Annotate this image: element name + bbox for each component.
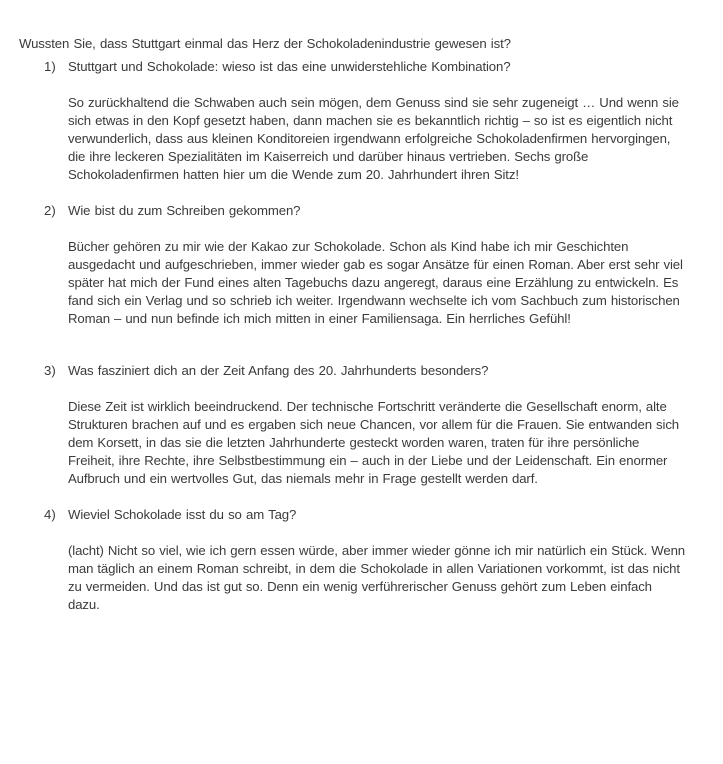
spacer [0,184,723,202]
qa-item-2 [0,202,723,328]
question-row-4 [0,506,723,524]
answer-text-2: Bücher gehören zu mir wie der Kakao zur Schokolade. Schon als Kind habe ich mir Geschichten ausgedacht und aufgeschrieben, immer wieder gab es sogar Ansätze für einen Roman. Aber erst sehr viel später hat mich der Fund eines alten Tagebuchs dazu angeregt, daraus eine Erzählung zu entwickeln. Es fand sich ein Verlag und so schrieb ich weiter. Irgendwann wechselte ich vom Sachbuch zum historischen Roman – und nun befinde ich mich mitten in einer Familiensaga. Ein herrliches Gefühl! [68,239,683,326]
answer-text-3: Diese Zeit ist wirklich beeindruckend. Der technische Fortschritt veränderte die Gesellschaft enorm, alte Strukturen brachen auf und es ergaben sich neue Chancen, vor allem für die Frauen. Sie entwanden sich dem Korsett, in das sie die letzten Jahrhunderte gesteckt worden waren, traten für ihre persönliche Freiheit, ihre Rechte, ihre Selbstbestimmung ein – auch in der Liebe und der Leidenschaft. Ein enormer Aufbruch und ein wertvolles Gut, das niemals mehr in Frage gestellt werden darf. [68,399,680,486]
lead-question: Wussten Sie, dass Stuttgart einmal das Herz der Schokoladenindustrie gewesen ist? [19,36,511,52]
question-number-1: 1) [44,59,56,74]
spacer [0,524,723,542]
question-row-2 [0,202,723,220]
spacer [0,380,723,398]
question-text-3: Was fasziniert dich an der Zeit Anfang des 20. Jahrhunderts besonders? [68,363,489,378]
question-row-3 [0,362,723,380]
question-number-3: 3) [44,363,56,378]
answer-text-4: (lacht) Nicht so viel, wie ich gern essen würde, aber immer wieder gönne ich mir natürlich ein Stück. Wenn man täglich an einem Roman schreibt, in dem die Schokolade in allen Variationen vorkommt, ist das nicht zu vermeiden. Und das ist gut so. Denn ein wenig verführerischer Genuss gehört zum Leben einfach dazu. [68,543,686,612]
qa-item-3 [0,362,723,488]
question-number-2: 2) [44,203,56,218]
question-text-4: Wieviel Schokolade isst du so am Tag? [68,507,297,522]
qa-item-1 [0,58,723,184]
spacer [0,76,723,94]
spacer [0,488,723,506]
qa-item-4 [0,506,723,614]
question-text-1: Stuttgart und Schokolade: wieso ist das eine unwiderstehliche Kombination? [68,59,511,74]
answer-text-1: So zurückhaltend die Schwaben auch sein mögen, dem Genuss sind sie sehr zugeneigt … Und wenn sie sich etwas in den Kopf gesetzt haben, dann machen sie es bekanntlich richtig – so ist es eigentlich nicht verwunderlich, dass aus kleinen Konditoreien irgendwann erfolgreiche Schokoladenfirmen hervorgingen, die ihre leckeren Spezialitäten im Kaiserreich und darüber hinaus vertrieben. Sechs große Schokoladenfirmen hatten hier um die Wende zum 20. Jahrhundert ihren Sitz! [68,95,679,182]
spacer [0,220,723,238]
question-text-2: Wie bist du zum Schreiben gekommen? [68,203,301,218]
question-number-4: 4) [44,507,56,522]
question-row-1 [0,58,723,76]
qa-list [0,58,723,614]
spacer [0,328,723,362]
